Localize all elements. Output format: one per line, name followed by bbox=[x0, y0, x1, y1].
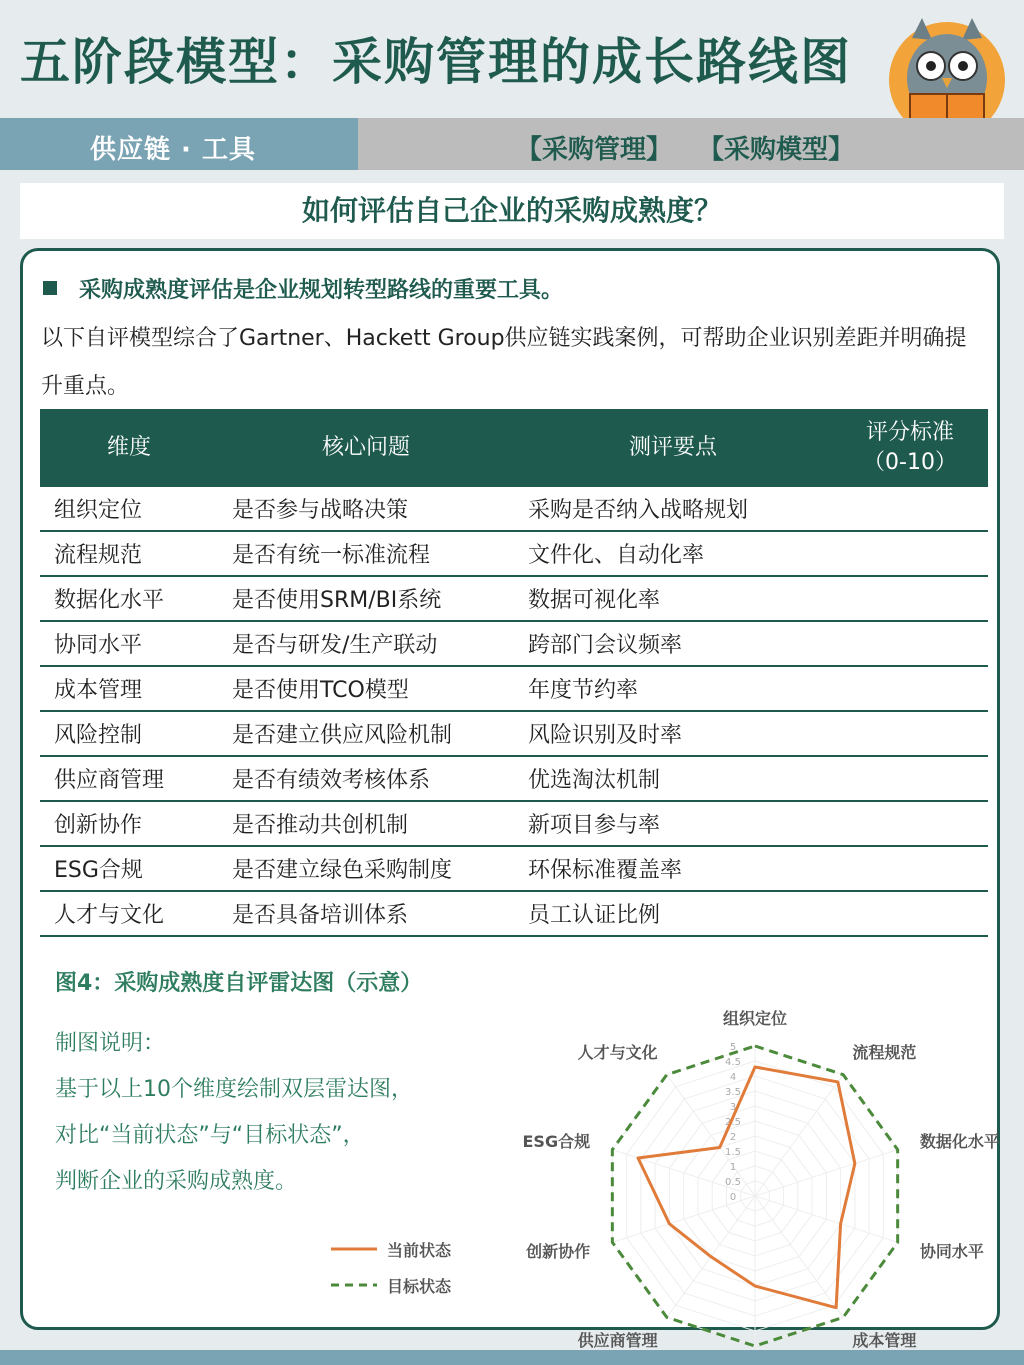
intro-paragraph: 以下自评模型综合了Gartner、Hackett Group供应链实践案例，可帮助企业识别差距并明确提升重点。 bbox=[41, 326, 967, 399]
table-row bbox=[40, 711, 988, 756]
radar-tick-label: 5 bbox=[729, 1042, 737, 1053]
cell-evaluation-point: 环保标准覆盖率 bbox=[514, 846, 832, 891]
header-dimension: 维度 bbox=[106, 435, 151, 460]
legend-current bbox=[331, 1231, 451, 1267]
tag-procurement-model: 【采购模型】 bbox=[698, 135, 855, 165]
cell-core-question: 是否具备培训体系 bbox=[218, 891, 514, 936]
cell-core-question: 是否建立绿色采购制度 bbox=[218, 846, 514, 891]
cell-score bbox=[832, 756, 988, 801]
radar-chart bbox=[493, 941, 1000, 1351]
figure-title: 图4：采购成熟度自评雷达图（示意） bbox=[55, 971, 423, 996]
cell-score bbox=[832, 621, 988, 666]
chart-legend bbox=[331, 1231, 451, 1303]
radar-tick-label: 2.5 bbox=[725, 1117, 741, 1128]
note-line: 判断企业的采购成熟度。 bbox=[55, 1169, 298, 1194]
radar-tick-label: 4 bbox=[729, 1072, 737, 1083]
table-row bbox=[40, 531, 988, 576]
bullet-square-icon bbox=[43, 281, 57, 295]
radar-tick-label: 3.5 bbox=[725, 1087, 741, 1098]
page-title: 五阶段模型：采购管理的成长路线图 bbox=[20, 33, 852, 91]
note-line: 对比“当前状态”与“目标状态”， bbox=[55, 1123, 365, 1148]
legend-current-label: 当前状态 bbox=[387, 1240, 452, 1260]
category-banner bbox=[0, 118, 358, 170]
header-evaluation-points: 测评要点 bbox=[628, 435, 717, 460]
cell-score bbox=[832, 487, 988, 531]
table-header-row bbox=[40, 409, 988, 487]
radar-tick-label: 1 bbox=[729, 1162, 737, 1173]
cell-score bbox=[832, 576, 988, 621]
radar-axis-label: 协同水平 bbox=[919, 1242, 984, 1262]
legend-target-swatch bbox=[331, 1282, 377, 1288]
cell-dimension: 流程规范 bbox=[40, 531, 218, 576]
radar-tick-label: 0.5 bbox=[725, 1177, 741, 1188]
cell-score bbox=[832, 846, 988, 891]
radar-spoke bbox=[755, 1075, 843, 1196]
cell-score bbox=[832, 531, 988, 576]
maturity-table bbox=[40, 409, 988, 937]
figure-note bbox=[55, 1021, 495, 1205]
cell-dimension: 人才与文化 bbox=[40, 891, 218, 936]
cell-core-question: 是否有统一标准流程 bbox=[218, 531, 514, 576]
key-point-text: 采购成熟度评估是企业规划转型路线的重要工具。 bbox=[79, 278, 564, 303]
radar-axis-label: 供应商管理 bbox=[577, 1331, 658, 1351]
content-card bbox=[20, 248, 1000, 1351]
table-row bbox=[40, 846, 988, 891]
table-row bbox=[40, 621, 988, 666]
cell-core-question: 是否推动共创机制 bbox=[218, 801, 514, 846]
legend-current-swatch bbox=[331, 1246, 377, 1252]
cell-core-question: 是否与研发/生产联动 bbox=[218, 621, 514, 666]
cell-evaluation-point: 新项目参与率 bbox=[514, 801, 832, 846]
cell-core-question: 是否参与战略决策 bbox=[218, 487, 514, 531]
radar-axis-label: ESG合规 bbox=[522, 1131, 591, 1151]
cell-core-question: 是否建立供应风险机制 bbox=[218, 711, 514, 756]
cell-dimension: 风险控制 bbox=[40, 711, 218, 756]
radar-tick-label: 1.5 bbox=[725, 1147, 741, 1158]
radar-axis-label: 创新协作 bbox=[526, 1242, 591, 1262]
table-row bbox=[40, 756, 988, 801]
cell-evaluation-point: 优选淘汰机制 bbox=[514, 756, 832, 801]
tag-procurement-management: 【采购管理】 bbox=[516, 135, 673, 165]
cell-evaluation-point: 跨部门会议频率 bbox=[514, 621, 832, 666]
table-row bbox=[40, 801, 988, 846]
radar-tick-label: 0 bbox=[729, 1192, 737, 1203]
header-core-question: 核心问题 bbox=[321, 435, 410, 460]
table-row bbox=[40, 891, 988, 936]
cell-dimension: 供应商管理 bbox=[40, 756, 218, 801]
subtitle-box bbox=[20, 183, 1004, 239]
radar-svg bbox=[493, 941, 1000, 1351]
cell-score bbox=[832, 666, 988, 711]
radar-axis-label: 成本管理 bbox=[852, 1331, 917, 1351]
note-line: 基于以上10个维度绘制双层雷达图， bbox=[55, 1077, 413, 1102]
radar-tick-label: 2 bbox=[729, 1132, 737, 1143]
table-row bbox=[40, 666, 988, 711]
tag-banner bbox=[358, 118, 1024, 170]
legend-target bbox=[331, 1267, 451, 1303]
cell-evaluation-point: 数据可视化率 bbox=[514, 576, 832, 621]
cell-dimension: 组织定位 bbox=[40, 487, 218, 531]
cell-evaluation-point: 文件化、自动化率 bbox=[514, 531, 832, 576]
radar-tick-label: 4.5 bbox=[725, 1057, 741, 1068]
header-score: 评分标准 （0-10） bbox=[863, 420, 957, 475]
cell-core-question: 是否使用TCO模型 bbox=[218, 666, 514, 711]
radar-axis-label: 数据化水平 bbox=[919, 1131, 1000, 1151]
cell-evaluation-point: 风险识别及时率 bbox=[514, 711, 832, 756]
cell-score bbox=[832, 891, 988, 936]
radar-tick-label: 3 bbox=[729, 1102, 737, 1113]
cell-evaluation-point: 年度节约率 bbox=[514, 666, 832, 711]
cell-dimension: 成本管理 bbox=[40, 666, 218, 711]
subtitle: 如何评估自己企业的采购成熟度？ bbox=[301, 194, 722, 227]
cell-dimension: ESG合规 bbox=[40, 846, 218, 891]
cell-evaluation-point: 员工认证比例 bbox=[514, 891, 832, 936]
legend-target-label: 目标状态 bbox=[387, 1276, 452, 1296]
cell-score bbox=[832, 711, 988, 756]
table-body bbox=[40, 487, 988, 936]
table-row bbox=[40, 487, 988, 531]
cell-score bbox=[832, 801, 988, 846]
note-heading: 制图说明： bbox=[55, 1031, 166, 1056]
radar-axis-label: 组织定位 bbox=[722, 1009, 788, 1028]
cell-dimension: 协同水平 bbox=[40, 621, 218, 666]
radar-axis-label: 流程规范 bbox=[852, 1042, 917, 1062]
bottom-bar bbox=[0, 1350, 1024, 1365]
cell-dimension: 创新协作 bbox=[40, 801, 218, 846]
cell-evaluation-point: 采购是否纳入战略规划 bbox=[514, 487, 832, 531]
table-row bbox=[40, 576, 988, 621]
cell-dimension: 数据化水平 bbox=[40, 576, 218, 621]
radar-axis-label: 人才与文化 bbox=[577, 1042, 658, 1062]
cell-core-question: 是否使用SRM/BI系统 bbox=[218, 576, 514, 621]
category-label: 供应链 · 工具 bbox=[90, 135, 256, 165]
key-point bbox=[43, 273, 563, 304]
cell-core-question: 是否有绩效考核体系 bbox=[218, 756, 514, 801]
radar-spoke bbox=[667, 1075, 755, 1196]
